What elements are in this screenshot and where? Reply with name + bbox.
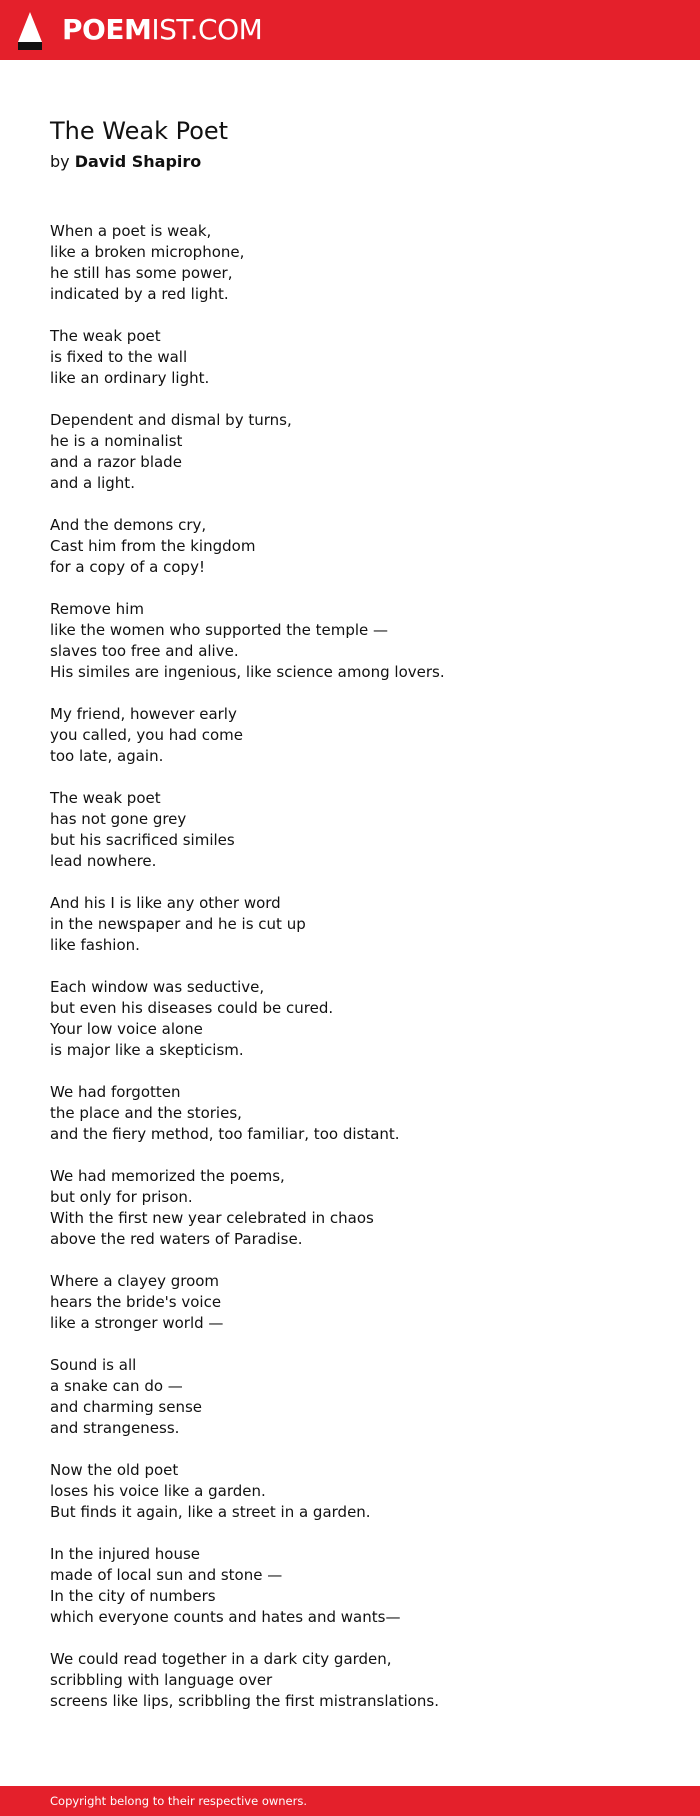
poem-article <box>50 112 670 1733</box>
poem-line: like an ordinary light. <box>50 369 210 387</box>
site-logo[interactable] <box>62 10 262 50</box>
poem-line: he is a nominalist <box>50 432 183 450</box>
poem-line: and strangeness. <box>50 1419 180 1437</box>
poem-line: With the first new year celebrated in chaos <box>50 1209 374 1227</box>
poem-line: he still has some power, <box>50 264 233 282</box>
byline <box>50 150 670 174</box>
poem-line: like a broken microphone, <box>50 243 245 261</box>
poem-line: but even his diseases could be cured. <box>50 999 334 1017</box>
logo-bold-text: POEM <box>62 13 152 46</box>
stanza <box>50 1649 670 1712</box>
poem-line: the place and the stories, <box>50 1104 242 1122</box>
poem-line: like fashion. <box>50 936 140 954</box>
poem-line: in the newspaper and he is cut up <box>50 915 306 933</box>
stanza <box>50 410 670 494</box>
poem-line: In the injured house <box>50 1545 201 1563</box>
copyright-text: Copyright belong to their respective owners. <box>50 1794 308 1808</box>
poem-line: above the red waters of Paradise. <box>50 1230 303 1248</box>
poem-line: but only for prison. <box>50 1188 193 1206</box>
poem-line: lead nowhere. <box>50 852 157 870</box>
poem-line: We had memorized the poems, <box>50 1167 285 1185</box>
poem-line: screens like lips, scribbling the first mistranslations. <box>50 1692 440 1710</box>
poem-line: Now the old poet <box>50 1461 179 1479</box>
author-name[interactable]: David Shapiro <box>74 152 202 171</box>
poem-line: When a poet is weak, <box>50 222 212 240</box>
poem-line: The weak poet <box>50 789 161 807</box>
poem-line: Where a clayey groom <box>50 1272 220 1290</box>
poem-line: indicated by a red light. <box>50 285 229 303</box>
stanza <box>50 221 670 305</box>
poem-line: is major like a skepticism. <box>50 1041 244 1059</box>
poem-line: but his sacrificed similes <box>50 831 235 849</box>
poem-line: Dependent and dismal by turns, <box>50 411 292 429</box>
poem-line: and a razor blade <box>50 453 182 471</box>
logo-light-text: IST.COM <box>151 13 263 46</box>
stanza <box>50 893 670 956</box>
poem-line: My friend, however early <box>50 705 237 723</box>
poem-line: Remove him <box>50 600 144 618</box>
poem-body <box>50 221 670 1712</box>
stanza <box>50 1166 670 1250</box>
stanza <box>50 977 670 1061</box>
poem-line: and a light. <box>50 474 135 492</box>
poem-line: hears the bride's voice <box>50 1293 222 1311</box>
poem-line: slaves too free and alive. <box>50 642 239 660</box>
stanza <box>50 1082 670 1145</box>
poem-line: like a stronger world — <box>50 1314 224 1332</box>
poem-line: loses his voice like a garden. <box>50 1482 266 1500</box>
poem-line: is fixed to the wall <box>50 348 188 366</box>
poem-line: We had forgotten <box>50 1083 181 1101</box>
site-footer <box>0 1786 700 1816</box>
poem-line: Your low voice alone <box>50 1020 203 1038</box>
poem-line: for a copy of a copy! <box>50 558 205 576</box>
poem-line: And his I is like any other word <box>50 894 281 912</box>
poem-line: Each window was seductive, <box>50 978 265 996</box>
stanza <box>50 788 670 872</box>
poem-line: And the demons cry, <box>50 516 207 534</box>
stanza <box>50 1544 670 1628</box>
stanza <box>50 1355 670 1439</box>
poem-line: and the fiery method, too familiar, too distant. <box>50 1125 400 1143</box>
stanza <box>50 326 670 389</box>
stanza <box>50 1271 670 1334</box>
poem-title: The Weak Poet <box>50 117 229 145</box>
stanza <box>50 515 670 578</box>
site-header <box>0 0 700 60</box>
stanza <box>50 704 670 767</box>
poem-line: you called, you had come <box>50 726 243 744</box>
by-label: by <box>50 152 70 171</box>
poem-line: like the women who supported the temple — <box>50 621 389 639</box>
poem-line: has not gone grey <box>50 810 187 828</box>
poem-line: which everyone counts and hates and wants— <box>50 1608 401 1626</box>
poem-line: and charming sense <box>50 1398 203 1416</box>
poem-line: The weak poet <box>50 327 161 345</box>
poem-line: Cast him from the kingdom <box>50 537 256 555</box>
stanza <box>50 1460 670 1523</box>
poem-line: In the city of numbers <box>50 1587 216 1605</box>
poem-line: But finds it again, like a street in a garden. <box>50 1503 371 1521</box>
poem-line: too late, again. <box>50 747 164 765</box>
poem-line: We could read together in a dark city garden, <box>50 1650 392 1668</box>
poem-line: made of local sun and stone — <box>50 1566 283 1584</box>
poem-line: Sound is all <box>50 1356 137 1374</box>
poem-line: a snake can do — <box>50 1377 183 1395</box>
pencil-tip-icon[interactable] <box>16 10 44 52</box>
poem-line: scribbling with language over <box>50 1671 273 1689</box>
poem-line: His similes are ingenious, like science among lovers. <box>50 663 445 681</box>
stanza <box>50 599 670 683</box>
